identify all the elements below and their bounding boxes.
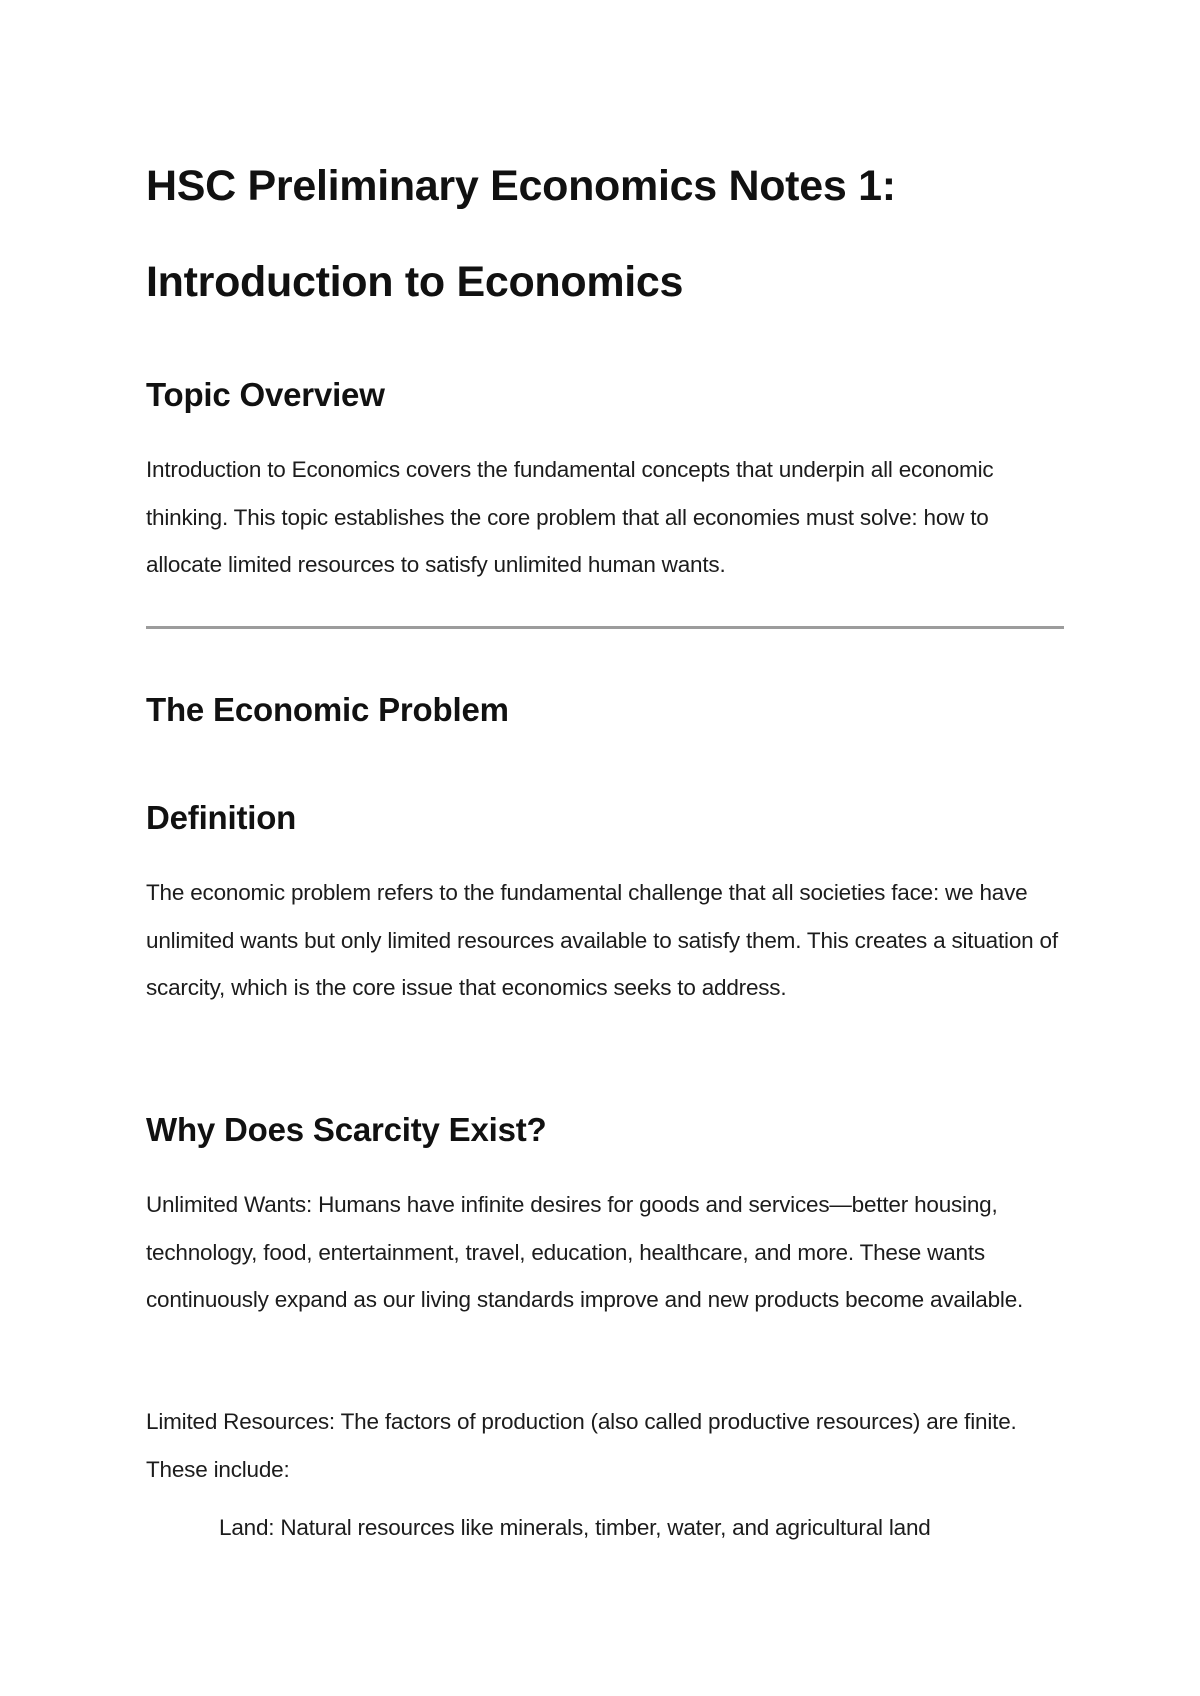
- heading-economic-problem: The Economic Problem: [146, 691, 509, 728]
- heading-why-scarcity: Why Does Scarcity Exist?: [146, 1111, 547, 1148]
- list-item: Land: Natural resources like minerals, timber, water, and agricultural land: [219, 1515, 931, 1540]
- paragraph-unlimited-wants: Unlimited Wants: Humans have infinite desires for goods and services—better housing, technology, food, entertainment, travel, education, healthcare, and more. These wants continuously expand as our living standards improve and new products become available.: [146, 1192, 1024, 1312]
- section-divider: [146, 626, 1064, 629]
- page-title: HSC Preliminary Economics Notes 1: Introduction to Economics: [146, 162, 896, 306]
- paragraph-limited-resources: Limited Resources: The factors of production (also called productive resources) are finite. These include:: [146, 1409, 1017, 1482]
- heading-definition: Definition: [146, 799, 297, 836]
- paragraph-definition: The economic problem refers to the fundamental challenge that all societies face: we have unlimited wants but only limited resources available to satisfy them. This creates a situation of scarcity, which is the core issue that economics seeks to address.: [146, 880, 1058, 1000]
- paragraph-topic-overview: Introduction to Economics covers the fundamental concepts that underpin all economic thinking. This topic establishes the core problem that all economies must solve: how to allocate limited resources to satisfy unlimited human wants.: [146, 457, 994, 577]
- heading-topic-overview: Topic Overview: [146, 376, 385, 413]
